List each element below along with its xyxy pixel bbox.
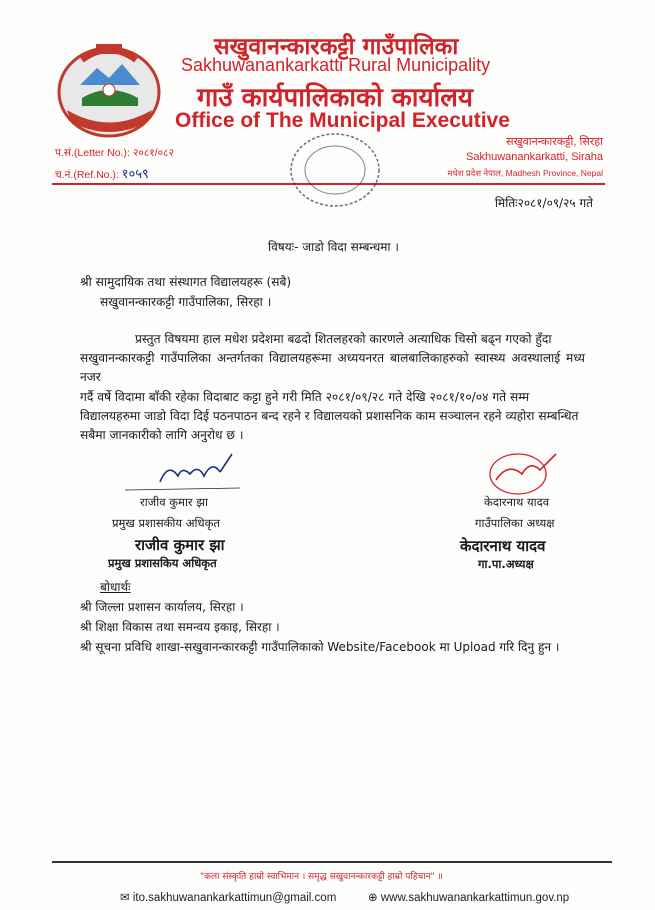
office-name-np: गाउँ कार्यपालिकाको कार्यालय — [197, 83, 473, 113]
footer-divider — [52, 861, 612, 863]
letter-no — [55, 146, 174, 160]
right-signatory-name: केदारनाथ यादव — [484, 495, 550, 509]
footer-email — [120, 890, 336, 904]
ref-no-label: च.नं.(Ref.No.): — [55, 169, 119, 181]
addressee-line-2: सखुवानन्कारकट्टी गाउँपालिका, सिरहा । — [100, 295, 272, 309]
right-stamp-name: केदारनाथ यादव — [460, 537, 546, 555]
office-name-en: Office of The Municipal Executive — [175, 109, 510, 132]
cc-item: श्री जिल्ला प्रशासन कार्यालय, सिरहा । — [80, 600, 244, 614]
footer-motto: "कला संस्कृति हाम्रो स्वाभिमान । समृद्ध सखुवानन्कारकट्टी हाम्रो पहिचान" ॥ — [200, 872, 443, 882]
right-stamp-title: गा.पा.अध्यक्ष — [478, 557, 534, 571]
left-signatory-title: प्रमुख प्रशासकीय अधिकृत — [112, 516, 220, 530]
body-line: गर्दै वर्षे विदामा बाँकी रहेका विदाबाट कट्टा हुने गरी मिति २०८१/०९/२८ गते देखि २०८१/१०/०४ गते सम्म — [80, 389, 530, 404]
address-en: Sakhuwanankarkatti, Siraha — [466, 151, 603, 163]
body-line: प्रस्तुत विषयमा हाल मधेश प्रदेशमा बढदो शितलहरको कारणले अत्याधिक चिसो बढ्न गएको हुँदा — [135, 332, 552, 346]
letter-no-value: २०८१/०८२ — [132, 147, 174, 159]
left-signatory-name: राजीव कुमार झा — [140, 495, 208, 509]
globe-icon: ⊕ — [368, 892, 378, 904]
cc-item: श्री शिक्षा विकास तथा समन्वय इकाइ, सिरहा । — [80, 620, 280, 634]
addressee-line-1: श्री सामुदायिक तथा संस्थागत विद्यालयहरू (सबै) — [80, 275, 292, 289]
cc-heading: बोधार्थः — [100, 580, 131, 594]
email-icon: ✉ — [120, 892, 130, 904]
ref-no-value: १०५९ — [121, 167, 149, 182]
letter-date: मितिः२०८१/०९/२५ गते — [494, 196, 593, 210]
left-signature — [120, 452, 250, 497]
body-line: सबैमा जानकारीको लागि अनुरोध छ । — [80, 428, 244, 443]
body-line: सखुवानन्कारकट्टी गाउँपालिका अन्तर्गतका विद्यालयहरूमा अध्ययनरत बालबालिकाहरुको स्वास्थ्य अवस्थालाई मध्य नजर — [80, 351, 585, 385]
website-text[interactable]: www.sakhuwanankarkattimun.gov.np — [380, 892, 570, 904]
left-stamp-name: राजीव कुमार झा — [135, 536, 225, 554]
right-signature — [478, 448, 568, 498]
body-paragraph — [80, 330, 585, 445]
municipality-name-np: सखुवानन्कारकट्टी गाउँपालिका — [214, 34, 459, 60]
municipality-name-en: Sakhuwanankarkatti Rural Municipality — [181, 55, 491, 75]
email-text[interactable]: ito.sakhuwanankarkattimun@gmail.com — [132, 892, 337, 904]
office-stamp — [285, 130, 385, 210]
ref-no — [55, 164, 149, 182]
body-line: विद्यालयहरुमा जाडो विदा दिई पठनपाठन बन्द रहने र विद्यालयको प्रशासनिक काम सञ्चालन रहने व्यहोरा सम्बन्धित — [80, 408, 579, 423]
nepal-government-emblem — [52, 40, 167, 140]
cc-item: श्री सूचना प्रविधि शाखा-सखुवानन्कारकट्टी गाउँपालिकाको Website/Facebook मा Upload गरि दिनु हुन । — [80, 640, 560, 654]
address-np: सखुवानन्कारकट्टी, सिरहा — [506, 136, 603, 148]
letter-no-label: प.सं.(Letter No.): — [55, 147, 130, 159]
subject-line: विषयः- जाडो विदा सम्बन्धमा । — [268, 240, 399, 254]
right-signatory-title: गाउँपालिका अध्यक्ष — [475, 516, 555, 530]
left-stamp-title: प्रमुख प्रशासकिय अधिकृत — [108, 556, 217, 570]
footer-website — [368, 890, 569, 904]
address-province: मधेश प्रदेश नेपाल, Madhesh Province, Nepal — [447, 168, 603, 178]
